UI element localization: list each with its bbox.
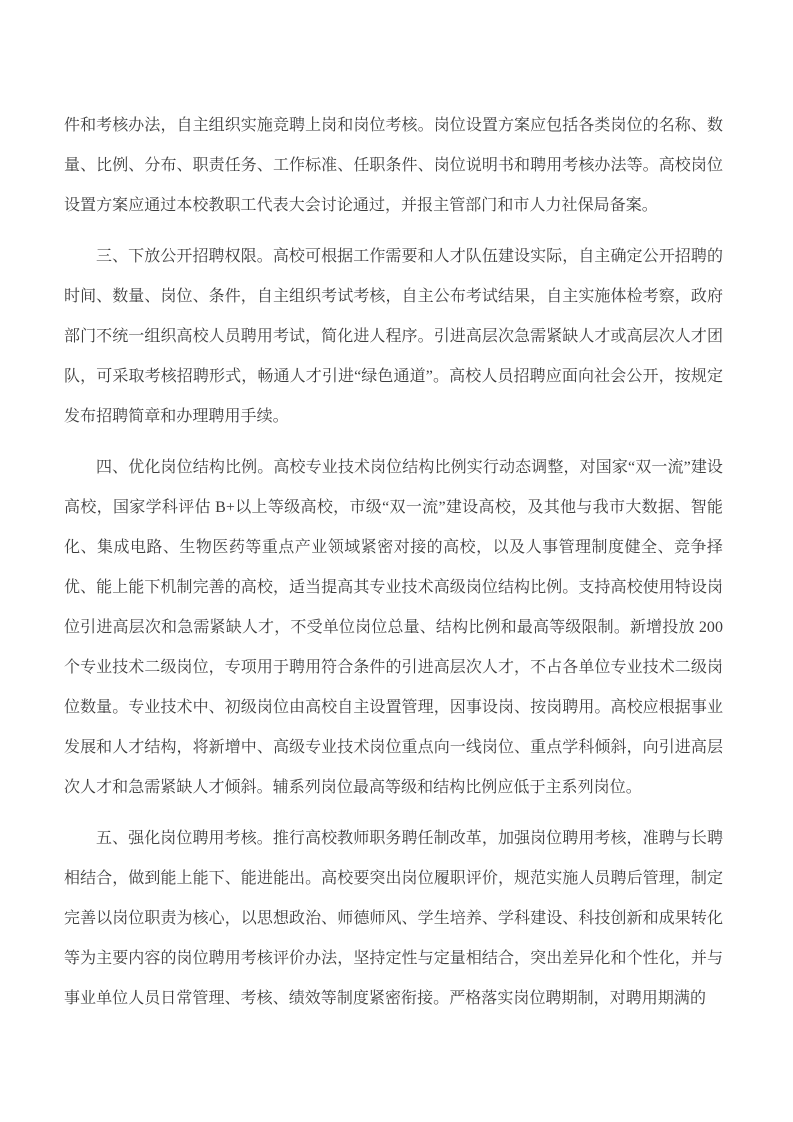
paragraph-section-4: 四、优化岗位结构比例。高校专业技术岗位结构比例实行动态调整，对国家“双一流”建设高校，国家学科评估 B+以上等级高校，市级“双一流”建设高校，及其他与我市大数据、智能化、集成电路、生物医药等重点产业领域紧密对接的高校，以及人事管理制度健全、竞争择优、能上能下机制完善的高校，适当提高其专业技术高级岗位结构比例。支持高校使用特设岗位引进高层次和急需紧缺人才，不受单位岗位总量、结构比例和最高等级限制。新增投放 200 个专业技术二级岗位，专项用于聘用符合条件的引进高层次人才，不占各单位专业技术二级岗位数量。专业技术中、初级岗位由高校自主设置管理，因事设岗、按岗聘用。高校应根据事业发展和人才结构，将新增中、高级专业技术岗位重点向一线岗位、重点学科倾斜，向引进高层次人才和急需紧缺人才倾斜。辅系列岗位最高等级和结构比例应低于主系列岗位。 <box>64 459 723 796</box>
paragraph-section-5: 五、强化岗位聘用考核。推行高校教师职务聘任制改革，加强岗位聘用考核，准聘与长聘相结合，做到能上能下、能进能出。高校要突出岗位履职评价，规范实施人员聘后管理，制定完善以岗位职责为核心，以思想政治、师德师风、学生培养、学科建设、科技创新和成果转化等为主要内容的岗位聘用考核评价办法，坚持定性与定量相结合，突出差异化和个性化，并与事业单位人员日常管理、考核、绩效等制度紧密衔接。严格落实岗位聘期制，对聘用期满的 <box>64 830 723 1007</box>
paragraph-continuation: 件和考核办法，自主组织实施竞聘上岗和岗位考核。岗位设置方案应包括各类岗位的名称、数量、比例、分布、职责任务、工作标准、任职条件、岗位说明书和聘用考核办法等。高校岗位设置方案应通过本校教职工代表大会讨论通过，并报主管部门和市人力社保局备案。 <box>64 117 723 214</box>
paragraph-section-3: 三、下放公开招聘权限。高校可根据工作需要和人才队伍建设实际，自主确定公开招聘的时间、数量、岗位、条件，自主组织考试考核，自主公布考试结果，自主实施体检考察，政府部门不统一组织高校人员聘用考试，简化进人程序。引进高层次急需紧缺人才或高层次人才团队，可采取考核招聘形式，畅通人才引进“绿色通道”。高校人员招聘应面向社会公开，按规定发布招聘简章和办理聘用手续。 <box>64 248 723 425</box>
